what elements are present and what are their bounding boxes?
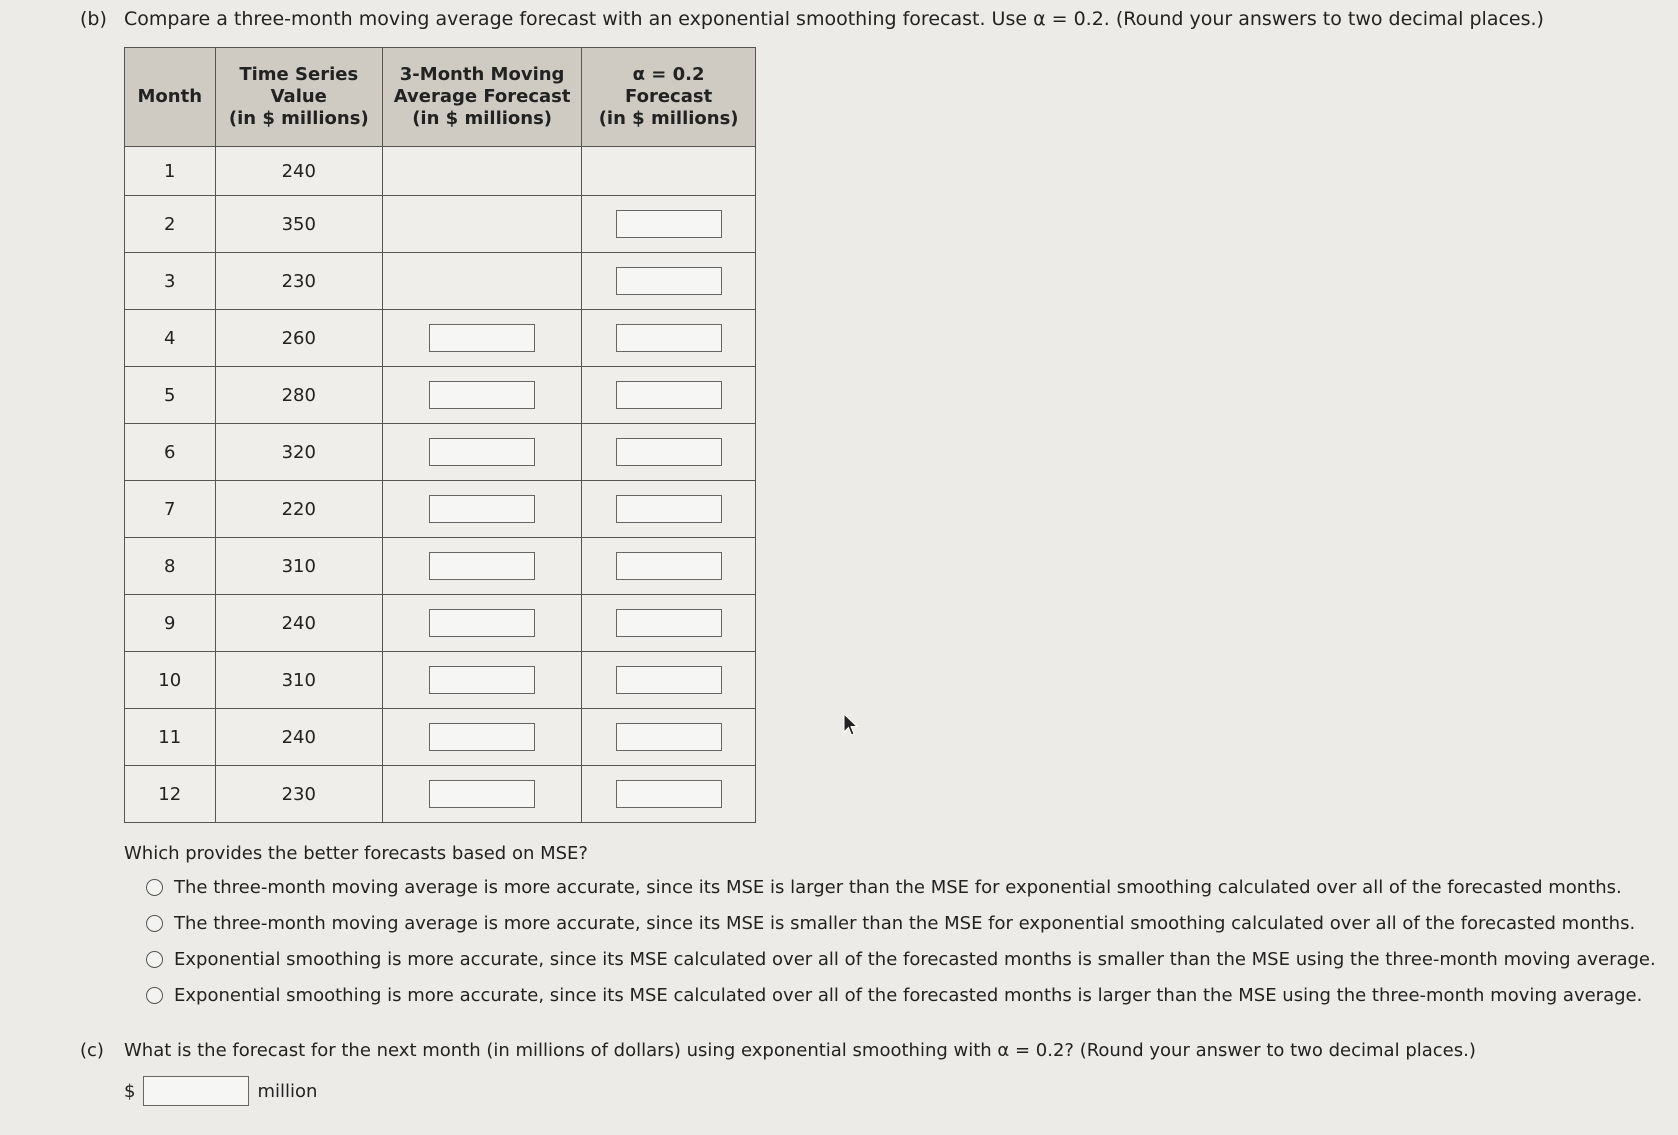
radio-button[interactable]	[146, 915, 163, 932]
table-header-row	[125, 48, 756, 147]
header-exponential-forecast	[582, 48, 756, 147]
month-cell: 11	[125, 709, 216, 766]
header-ma-line1: 3-Month Moving	[399, 64, 565, 85]
table-row	[125, 595, 756, 652]
ma-forecast-input-month-10[interactable]	[429, 666, 535, 694]
header-value-line3: (in $ millions)	[228, 108, 369, 129]
ma-forecast-input-month-6[interactable]	[429, 438, 535, 466]
mse-question-text: Which provides the better forecasts based on MSE?	[124, 843, 588, 864]
value-cell: 350	[215, 196, 382, 253]
month-cell: 3	[125, 253, 216, 310]
exp-forecast-input-month-2[interactable]	[616, 210, 722, 238]
ma-cell	[383, 310, 582, 367]
exp-forecast-input-month-3[interactable]	[616, 267, 722, 295]
month-cell: 5	[125, 367, 216, 424]
ma-forecast-input-month-12[interactable]	[429, 780, 535, 808]
ma-cell	[383, 367, 582, 424]
exp-forecast-input-month-5[interactable]	[616, 381, 722, 409]
header-value-line1: Time Series	[239, 64, 359, 85]
table-row	[125, 766, 756, 823]
value-cell: 280	[215, 367, 382, 424]
table-row	[125, 196, 756, 253]
value-cell: 240	[215, 147, 382, 196]
ma-cell	[383, 481, 582, 538]
mse-option-4[interactable]	[124, 978, 1656, 1014]
exp-forecast-input-month-7[interactable]	[616, 495, 722, 523]
table-row	[125, 538, 756, 595]
ma-cell	[383, 424, 582, 481]
exp-forecast-input-month-12[interactable]	[616, 780, 722, 808]
ma-cell	[383, 766, 582, 823]
exp-cell	[582, 367, 756, 424]
table-row	[125, 709, 756, 766]
value-cell: 260	[215, 310, 382, 367]
exp-cell	[582, 709, 756, 766]
mse-option-2-label: The three-month moving average is more accurate, since its MSE is smaller than the MSE for exponential smoothing calculated over all of the forecasted months.	[174, 913, 1636, 934]
month-cell: 6	[125, 424, 216, 481]
table-row	[125, 147, 756, 196]
ma-cell-empty	[383, 147, 582, 196]
table-row	[125, 424, 756, 481]
header-time-series-value	[215, 48, 382, 147]
exp-cell	[582, 196, 756, 253]
header-value-line2: Value	[270, 86, 327, 107]
ma-forecast-input-month-4[interactable]	[429, 324, 535, 352]
mse-option-3[interactable]	[124, 942, 1656, 978]
value-cell: 230	[215, 253, 382, 310]
ma-forecast-input-month-9[interactable]	[429, 609, 535, 637]
exp-cell-empty	[582, 147, 756, 196]
ma-forecast-input-month-8[interactable]	[429, 552, 535, 580]
radio-button[interactable]	[146, 951, 163, 968]
part-c-heading	[80, 1040, 1476, 1061]
exp-cell	[582, 481, 756, 538]
month-cell: 12	[125, 766, 216, 823]
header-exp-line1: α = 0.2	[632, 64, 705, 85]
ma-cell	[383, 595, 582, 652]
exp-cell	[582, 652, 756, 709]
part-b-prompt: Compare a three-month moving average forecast with an exponential smoothing forecast. Use α = 0.2. (Round your answers to two decimal places.)	[124, 8, 1544, 30]
exp-cell	[582, 595, 756, 652]
month-cell: 10	[125, 652, 216, 709]
header-month	[125, 48, 216, 147]
unit-label: million	[257, 1080, 318, 1102]
month-cell: 4	[125, 310, 216, 367]
header-exp-line3: (in $ millions)	[598, 108, 739, 129]
exp-cell	[582, 538, 756, 595]
ma-cell	[383, 538, 582, 595]
header-ma-line3: (in $ millions)	[412, 108, 553, 129]
mse-question-block	[124, 843, 1656, 1014]
part-c-answer-row	[124, 1076, 317, 1106]
part-c-prompt: What is the forecast for the next month (in millions of dollars) using exponential smoothing with α = 0.2? (Round your answer to two decimal places.)	[124, 1040, 1476, 1061]
table-row	[125, 652, 756, 709]
header-month-label: Month	[137, 86, 203, 107]
month-cell: 9	[125, 595, 216, 652]
ma-cell	[383, 709, 582, 766]
month-cell: 7	[125, 481, 216, 538]
header-moving-average	[383, 48, 582, 147]
exp-forecast-input-month-4[interactable]	[616, 324, 722, 352]
value-cell: 220	[215, 481, 382, 538]
value-cell: 240	[215, 709, 382, 766]
mse-option-1-label: The three-month moving average is more accurate, since its MSE is larger than the MSE for exponential smoothing calculated over all of the forecasted months.	[174, 877, 1622, 898]
exp-cell	[582, 766, 756, 823]
mse-option-1[interactable]	[124, 870, 1656, 906]
part-b-heading	[80, 8, 1544, 30]
ma-cell-empty	[383, 253, 582, 310]
month-cell: 8	[125, 538, 216, 595]
month-cell: 1	[125, 147, 216, 196]
exp-forecast-input-month-9[interactable]	[616, 609, 722, 637]
ma-forecast-input-month-11[interactable]	[429, 723, 535, 751]
ma-forecast-input-month-5[interactable]	[429, 381, 535, 409]
mse-option-2[interactable]	[124, 906, 1656, 942]
radio-button[interactable]	[146, 879, 163, 896]
mse-option-4-label: Exponential smoothing is more accurate, since its MSE calculated over all of the forecasted months is larger than the MSE using the three-month moving average.	[174, 985, 1643, 1006]
value-cell: 320	[215, 424, 382, 481]
value-cell: 310	[215, 652, 382, 709]
exp-forecast-input-month-8[interactable]	[616, 552, 722, 580]
table-row	[125, 253, 756, 310]
value-cell: 230	[215, 766, 382, 823]
value-cell: 310	[215, 538, 382, 595]
exp-cell	[582, 310, 756, 367]
exp-cell	[582, 424, 756, 481]
part-b-label: (b)	[80, 8, 107, 30]
exp-forecast-input-month-6[interactable]	[616, 438, 722, 466]
radio-button[interactable]	[146, 987, 163, 1004]
value-cell: 240	[215, 595, 382, 652]
table-row	[125, 481, 756, 538]
exp-cell	[582, 253, 756, 310]
mse-option-3-label: Exponential smoothing is more accurate, since its MSE calculated over all of the forecasted months is smaller than the MSE using the three-month moving average.	[174, 949, 1656, 970]
exp-forecast-input-month-10[interactable]	[616, 666, 722, 694]
header-exp-line2: Forecast	[625, 86, 713, 107]
table-row	[125, 310, 756, 367]
ma-cell	[383, 652, 582, 709]
ma-forecast-input-month-7[interactable]	[429, 495, 535, 523]
next-month-forecast-input[interactable]	[143, 1076, 249, 1106]
table-row	[125, 367, 756, 424]
currency-symbol: $	[124, 1080, 136, 1102]
month-cell: 2	[125, 196, 216, 253]
mouse-cursor-icon	[843, 713, 859, 741]
header-ma-line2: Average Forecast	[393, 86, 571, 107]
exp-forecast-input-month-11[interactable]	[616, 723, 722, 751]
ma-cell-empty	[383, 196, 582, 253]
forecast-table	[124, 47, 756, 823]
part-c-label: (c)	[80, 1040, 104, 1061]
